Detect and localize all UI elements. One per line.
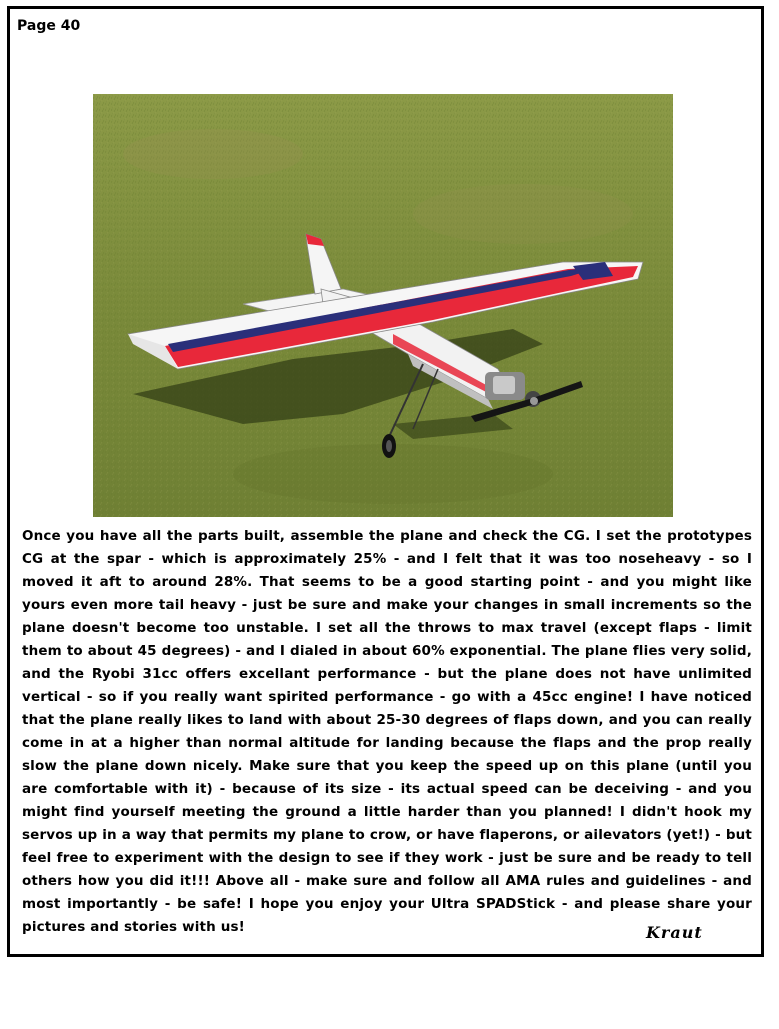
page-number: Page 40 — [17, 18, 81, 34]
airplane-photo — [93, 94, 673, 517]
author-signature: Kraut — [646, 923, 703, 942]
article-body: Once you have all the parts built, assemble the plane and check the CG. I set the prototypes CG at the spar - which is approximately 25% - and I felt that it was too noseheavy - so I moved it aft to around 28%. That seems to be a good starting point - and you might like yours even more tail heavy - just be sure and make your changes in small increments so the plane doesn't become too unstable. I set all the throws to max travel (except flaps - limit them to about 45 degrees) - and I dialed in about 60% exponential. The plane flies very solid, and the Ryobi 31cc offers excellant performance - but the plane does not have unlimited vertical - so if you really want spirited performance - go with a 45cc engine! I have noticed that the plane really likes to land with about 25-30 degrees of flaps down, and you can really come in at a higher than normal altitude for landing because the flaps and the prop really slow the plane down nicely. Make sure that you keep the speed up on this plane (until you are comfortable with it) - because of its size - its actual speed can be deceiving - and you might find yourself meeting the ground a little harder than you planned! I didn't hook my servos up in a way that permits my plane to crow, or have flaperons, or ailevators (yet!) - but feel free to experiment with the design to see if they work - just be sure and be ready to tell others how you did it!!! Above all - make sure and follow all AMA rules and guidelines - and most importantly - be safe! I hope you enjoy your Ultra SPADStick - and please share your pictures and stories with us! — [22, 528, 752, 935]
page-frame — [7, 6, 764, 957]
